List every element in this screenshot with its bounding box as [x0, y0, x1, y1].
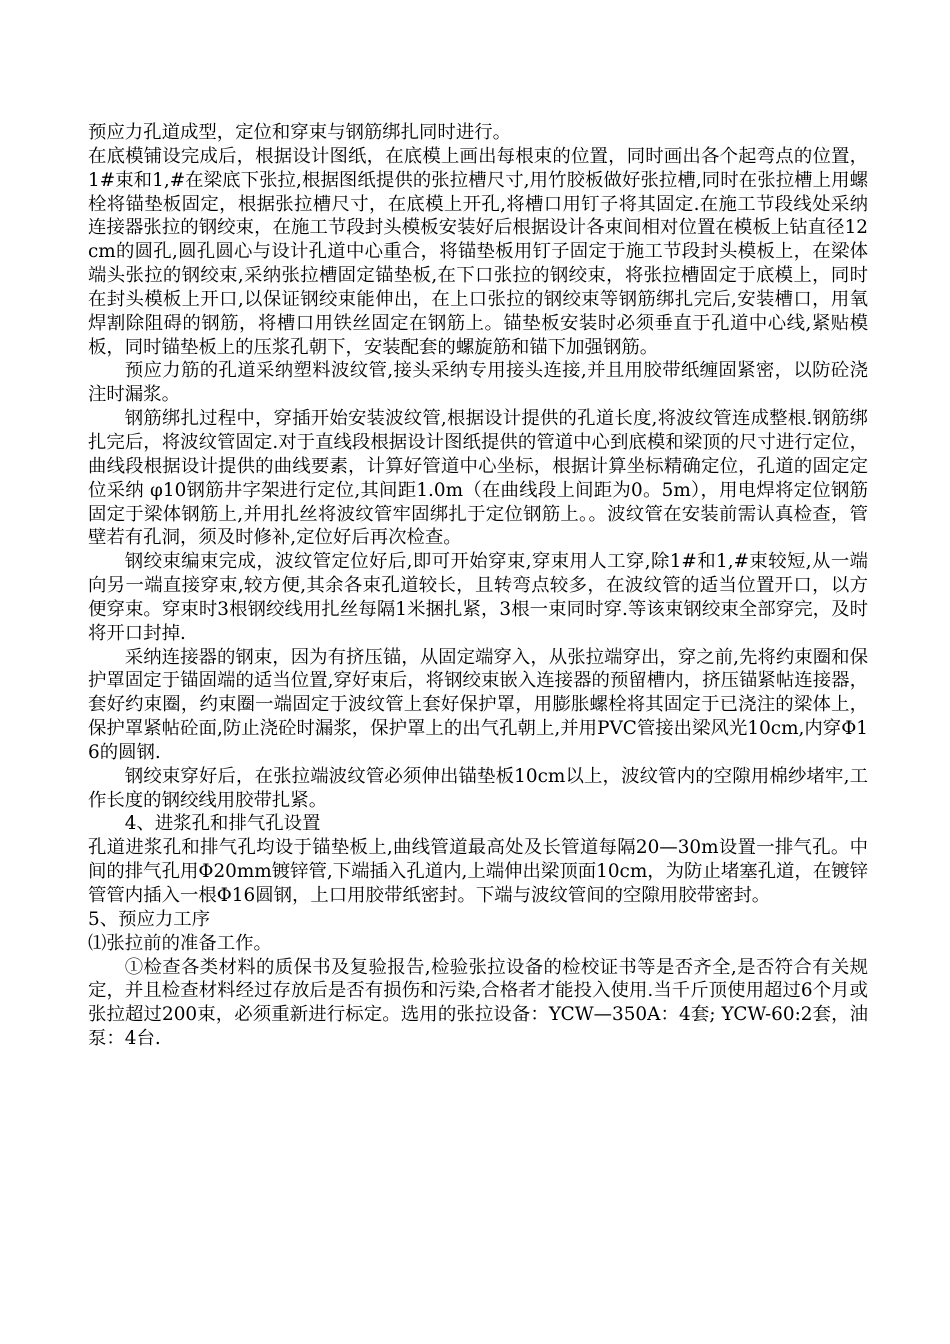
section-heading-4: 4、进浆孔和排气孔设置 — [124, 813, 321, 835]
paragraph-12: ①检查各类材料的质保书及复验报告,检验张拉设备的检校证书等是否齐全,是否符合有关规定，并且检查材料经过存放后是否有损伤和污染,合格者才能投入使用.当千斤顶使用超过6个月或张拉超过200束，必须重新进行标定。选用的张拉设备：YCW—350A：4套; YCW-60:2套，油泵：4台. — [88, 956, 868, 1050]
paragraph-5: 钢绞束编束完成，波纹管定位好后,即可开始穿束,穿束用人工穿,除1#和1,#束较短,从一端向另一端直接穿束,较方便,其余各束孔道较长，且转弯点较多，在波纹管的适当位置开口，以方便穿束。穿束时3根钢绞线用扎丝每隔1米捆扎紧，3根一束同时穿.等该束钢绞束全部穿完，及时将开口封掉. — [88, 551, 868, 644]
document-body — [88, 121, 868, 1051]
paragraph-7: 钢绞束穿好后，在张拉端波纹管必须伸出锚垫板10cm以上，波纹管内的空隙用棉纱堵牢,工作长度的钢绞线用胶带扎紧。 — [88, 765, 868, 811]
section-heading-5: 5、预应力工序 — [88, 908, 211, 930]
paragraph-4: 钢筋绑扎过程中，穿插开始安装波纹管,根据设计提供的孔道长度,将波纹管连成整根.钢筋绑扎完后，将波纹管固定.对于直线段根据设计图纸提供的管道中心到底模和梁顶的尺寸进行定位，曲线段根据设计提供的曲线要素，计算好管道中心坐标，根据计算坐标精确定位，孔道的固定定位采纳 φ10钢筋井字架进行定位,其间距1.0m（在曲线段上间距为0。5m），用电焊将定位钢筋固定于梁体钢筋上,并用扎丝将波纹管牢固绑扎于定位钢筋上。。波纹管在安装前需认真检查，管壁若有孔洞，须及时修补,定位好后再次检查。 — [88, 408, 868, 549]
paragraph-2: 在底模铺设完成后，根据设计图纸，在底模上画出每根束的位置，同时画出各个起弯点的位置，1#束和1,#在梁底下张拉,根据图纸提供的张拉槽尺寸,用竹胶板做好张拉槽,同时在张拉槽上用螺栓将锚垫板固定，根据张拉槽尺寸，在底模上开孔,将槽口用钉子将其固定.在施工节段线处采纳连接器张拉的钢绞束，在施工节段封头模板安装好后根据设计各束间相对位置在模板上钻直径12cm的圆孔,圆孔圆心与设计孔道中心重合，将锚垫板用钉子固定于施工节段封头模板上，在梁体端头张拉的钢绞束,采纳张拉槽固定锚垫板,在下口张拉的钢绞束，将张拉槽固定于底模上，同时在封头模板上开口,以保证钢绞束能伸出，在上口张拉的钢绞束等钢筋绑扎完后,安装槽口，用氧焊割除阻碍的钢筋，将槽口用铁丝固定在钢筋上。锚垫板安装时必须垂直于孔道中心线,紧贴模板，同时锚垫板上的压浆孔朝下，安装配套的螺旋筋和锚下加强钢筋。 — [88, 145, 868, 358]
paragraph-1: 预应力孔道成型，定位和穿束与钢筋绑扎同时进行。 — [88, 122, 511, 143]
subsection-heading-1: ⑴张拉前的准备工作。 — [88, 932, 272, 954]
paragraph-6: 采纳连接器的钢束，因为有挤压锚，从固定端穿入，从张拉端穿出，穿之前,先将约束圈和保护罩固定于锚固端的适当位置,穿好束后，将钢绞束嵌入连接器的预留槽内，挤压锚紧帖连接器，套好约束圈，约束圈一端固定于波纹管上套好保护罩，用膨胀螺栓将其固定于已浇注的梁体上，保护罩紧帖砼面,防止浇砼时漏浆，保护罩上的出气孔朝上,并用PVC管接出梁风光10cm,内穿Φ16的圆钢. — [88, 646, 868, 763]
paragraph-3: 预应力筋的孔道采纳塑料波纹管,接头采纳专用接头连接,并且用胶带纸缠固紧密，以防砼浇注时漏浆。 — [88, 360, 868, 406]
paragraph-9: 孔道进浆孔和排气孔均设于锚垫板上,曲线管道最高处及长管道每隔20—30m设置一排气孔。中间的排气孔用Φ20mm镀锌管,下端插入孔道内,上端伸出梁顶面10cm，为防止堵塞孔道，在镀锌管管内插入一根Φ16圆钢，上口用胶带纸密封。下端与波纹管间的空隙用胶带密封。 — [88, 837, 868, 906]
